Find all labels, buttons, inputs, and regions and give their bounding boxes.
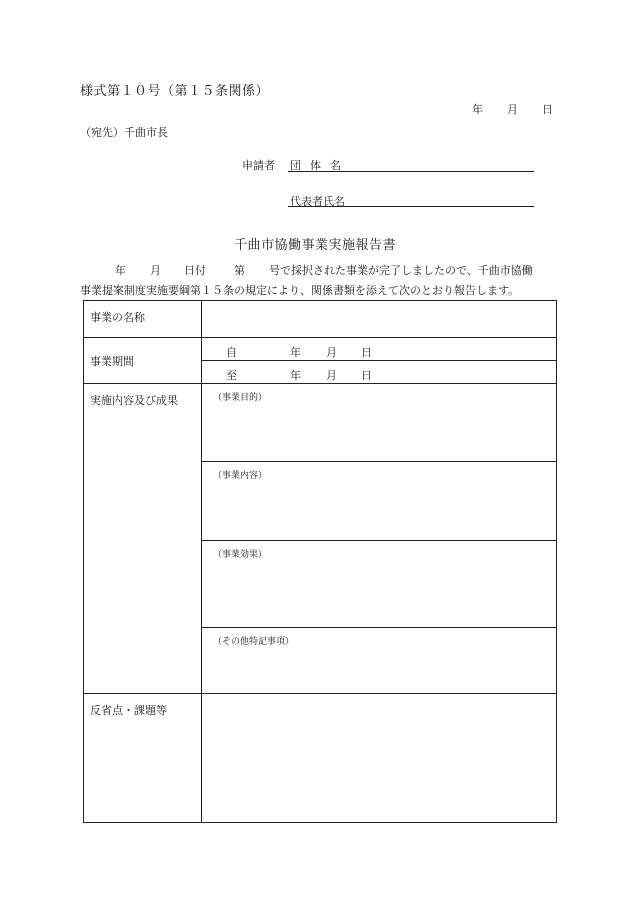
date-day-label: 日 (542, 103, 553, 116)
representative-field[interactable] (288, 206, 534, 207)
purpose-label: （事業目的） (213, 393, 268, 403)
effect-label: （事業効果） (213, 550, 268, 560)
applicant-label: 申請者 (242, 159, 275, 172)
project-name-label: 事業の名称 (84, 301, 202, 338)
date-year-label: 年 (472, 103, 483, 116)
period-to-label: 至 (226, 369, 237, 382)
period-from-row[interactable] (202, 338, 557, 361)
form-number: 様式第１０号（第１５条関係） (80, 84, 270, 99)
period-from-day: 日 (361, 346, 372, 359)
body-line-2: 事業提案制度実施要綱第１５条の規定により、関係書類を添えて次のとおり報告します。 (80, 284, 520, 297)
purpose-field[interactable] (202, 384, 557, 462)
body-month: 月 (150, 264, 161, 277)
project-name-field[interactable] (202, 301, 557, 338)
report-table (83, 300, 557, 823)
effect-field[interactable] (202, 541, 557, 628)
period-from-label: 自 (226, 346, 237, 359)
period-to-year: 年 (290, 369, 301, 382)
other-field[interactable] (202, 628, 557, 694)
period-from-month: 月 (326, 346, 337, 359)
reflection-label: 反省点・課題等 (84, 694, 202, 823)
content-label: （事業内容） (213, 471, 268, 481)
period-to-row[interactable] (202, 361, 557, 384)
body-line-1-rest: 号で採択された事業が完了しましたので、千曲市協働 (269, 264, 533, 277)
group-name-label: 団体名 (290, 159, 350, 172)
period-label: 事業期間 (84, 338, 202, 384)
body-dated: 日付 (184, 264, 206, 277)
content-field[interactable] (202, 462, 557, 541)
group-name-field[interactable] (288, 171, 534, 172)
body-year: 年 (115, 264, 126, 277)
body-no-prefix: 第 (234, 264, 245, 277)
period-to-day: 日 (361, 369, 372, 382)
date-month-label: 月 (507, 103, 518, 116)
period-from-year: 年 (290, 346, 301, 359)
representative-label: 代表者氏名 (290, 195, 345, 208)
reflection-field[interactable] (202, 694, 557, 823)
other-label: （その他特記事項） (213, 637, 295, 647)
addressee: （宛先）千曲市長 (80, 126, 168, 139)
period-to-month: 月 (326, 369, 337, 382)
results-label: 実施内容及び成果 (84, 384, 202, 694)
document-title: 千曲市協働事業実施報告書 (233, 238, 396, 253)
